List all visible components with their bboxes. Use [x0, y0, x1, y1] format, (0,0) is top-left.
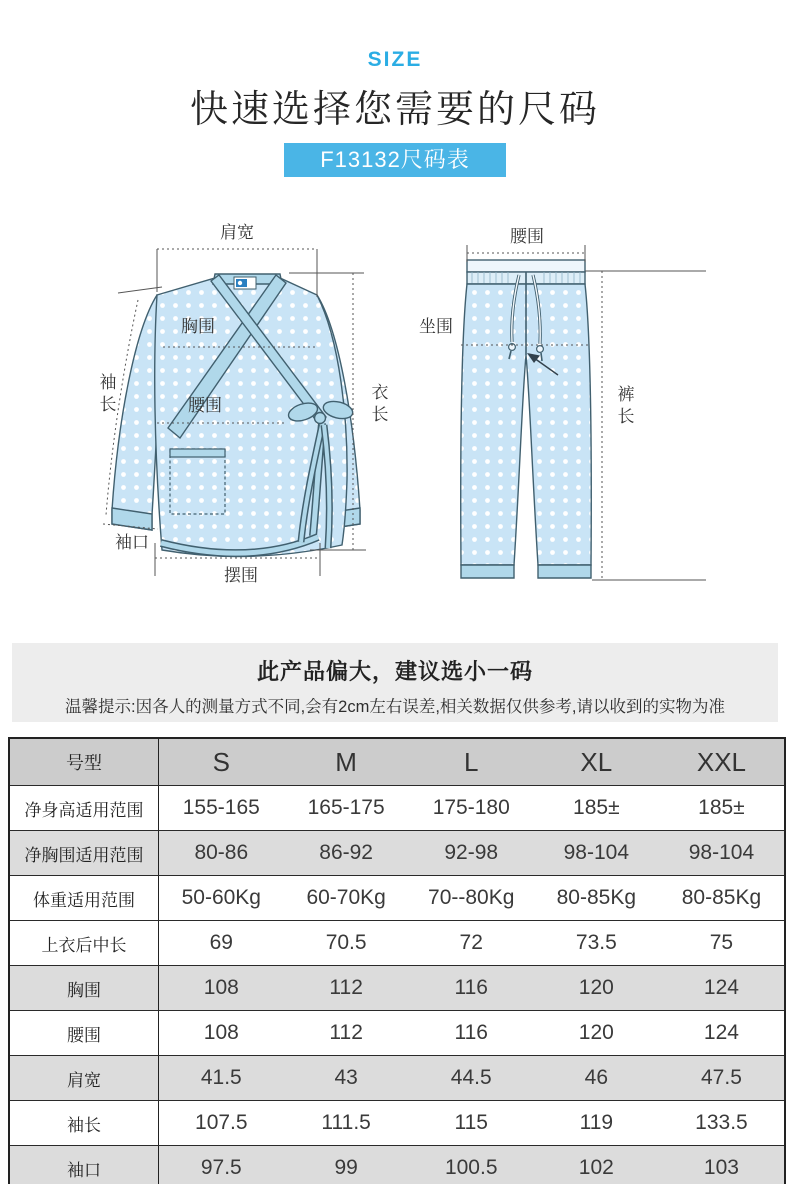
row-label: 肩宽 [10, 1056, 159, 1101]
row-label: 上衣后中长 [10, 921, 159, 966]
size-value-cell: 44.5 [409, 1056, 534, 1101]
label-top-cuff: 袖口 [115, 532, 149, 552]
label-top-shoulder: 肩宽 [220, 222, 254, 242]
row-label: 体重适用范围 [10, 876, 159, 921]
size-value-cell: 75 [659, 921, 784, 966]
label-top-garment-length: 衣长 [371, 382, 389, 424]
size-value-cell: 103 [659, 1146, 784, 1184]
col-header-label: 号型 [10, 739, 159, 786]
table-row [10, 1056, 784, 1101]
size-value-cell: 185± [659, 786, 784, 831]
size-table-body [10, 786, 784, 1184]
size-value-cell: 70--80Kg [409, 876, 534, 921]
size-value-cell: 155-165 [159, 786, 284, 831]
size-value-cell: 41.5 [159, 1056, 284, 1101]
row-label: 净胸围适用范围 [10, 831, 159, 876]
size-value-cell: 46 [534, 1056, 659, 1101]
size-value-cell: 120 [534, 1011, 659, 1056]
size-value-cell: 98-104 [659, 831, 784, 876]
row-label: 袖口 [10, 1146, 159, 1184]
size-value-cell: 102 [534, 1146, 659, 1184]
size-value-cell: 70.5 [284, 921, 409, 966]
table-row [10, 966, 784, 1011]
size-value-cell: 165-175 [284, 786, 409, 831]
size-value-cell: 86-92 [284, 831, 409, 876]
table-row [10, 786, 784, 831]
label-top-waist: 腰围 [188, 395, 222, 415]
size-value-cell: 107.5 [159, 1101, 284, 1146]
size-value-cell: 112 [284, 1011, 409, 1056]
size-value-cell: 98-104 [534, 831, 659, 876]
table-row [10, 1011, 784, 1056]
label-pants-waist: 腰围 [510, 226, 544, 246]
section-eyebrow: SIZE [367, 48, 423, 71]
size-value-cell: 80-86 [159, 831, 284, 876]
table-row [10, 921, 784, 966]
size-value-cell: 124 [659, 1011, 784, 1056]
size-value-cell: 116 [409, 1011, 534, 1056]
label-top-hem: 摆围 [224, 565, 258, 585]
notice-title: 此产品偏大，建议选小一码 [256, 659, 533, 684]
size-value-cell: 50-60Kg [159, 876, 284, 921]
size-value-cell: 108 [159, 1011, 284, 1056]
row-label: 腰围 [10, 1011, 159, 1056]
size-value-cell: 108 [159, 966, 284, 1011]
col-header-size: M [284, 739, 409, 786]
row-label: 胸围 [10, 966, 159, 1011]
size-value-cell: 120 [534, 966, 659, 1011]
size-value-cell: 133.5 [659, 1101, 784, 1146]
size-value-cell: 185± [534, 786, 659, 831]
table-row [10, 1101, 784, 1146]
header-row [10, 739, 784, 786]
row-label: 净身高适用范围 [10, 786, 159, 831]
size-value-cell: 73.5 [534, 921, 659, 966]
sizing-notice [12, 643, 778, 722]
table-row [10, 876, 784, 921]
size-value-cell: 47.5 [659, 1056, 784, 1101]
brand-tag [234, 277, 256, 289]
size-value-cell: 119 [534, 1101, 659, 1146]
col-header-size: S [159, 739, 284, 786]
size-value-cell: 124 [659, 966, 784, 1011]
size-value-cell: 60-70Kg [284, 876, 409, 921]
size-value-cell: 92-98 [409, 831, 534, 876]
pocket [170, 449, 225, 514]
label-top-chest: 胸围 [181, 316, 215, 336]
size-value-cell: 99 [284, 1146, 409, 1184]
pajama-top-illustration [112, 274, 360, 556]
pajama-pants-illustration [461, 260, 592, 578]
size-table [10, 739, 784, 1184]
size-value-cell: 112 [284, 966, 409, 1011]
size-table-container [8, 737, 786, 1184]
col-header-size: XL [534, 739, 659, 786]
notice-subtitle: 温馨提示:因各人的测量方式不同,会有2cm左右误差,相关数据仅供参考,请以收到的实物为准 [64, 698, 725, 716]
size-value-cell: 80-85Kg [659, 876, 784, 921]
label-top-sleeve-length: 袖长 [99, 372, 117, 414]
page-title: 快速选择您需要的尺码 [189, 89, 600, 131]
row-label: 袖长 [10, 1101, 159, 1146]
size-table-head [10, 739, 784, 786]
label-pants-hip: 坐围 [419, 316, 453, 336]
size-value-cell: 115 [409, 1101, 534, 1146]
size-value-cell: 116 [409, 966, 534, 1011]
table-row [10, 1146, 784, 1184]
col-header-size: L [409, 739, 534, 786]
col-header-size: XXL [659, 739, 784, 786]
table-row [10, 831, 784, 876]
size-value-cell: 72 [409, 921, 534, 966]
size-value-cell: 111.5 [284, 1101, 409, 1146]
label-pants-length: 裤长 [617, 384, 635, 426]
size-value-cell: 43 [284, 1056, 409, 1101]
size-value-cell: 175-180 [409, 786, 534, 831]
size-value-cell: 69 [159, 921, 284, 966]
size-chart-badge: F13132尺码表 [284, 143, 506, 177]
size-value-cell: 100.5 [409, 1146, 534, 1184]
size-value-cell: 97.5 [159, 1146, 284, 1184]
size-value-cell: 80-85Kg [534, 876, 659, 921]
